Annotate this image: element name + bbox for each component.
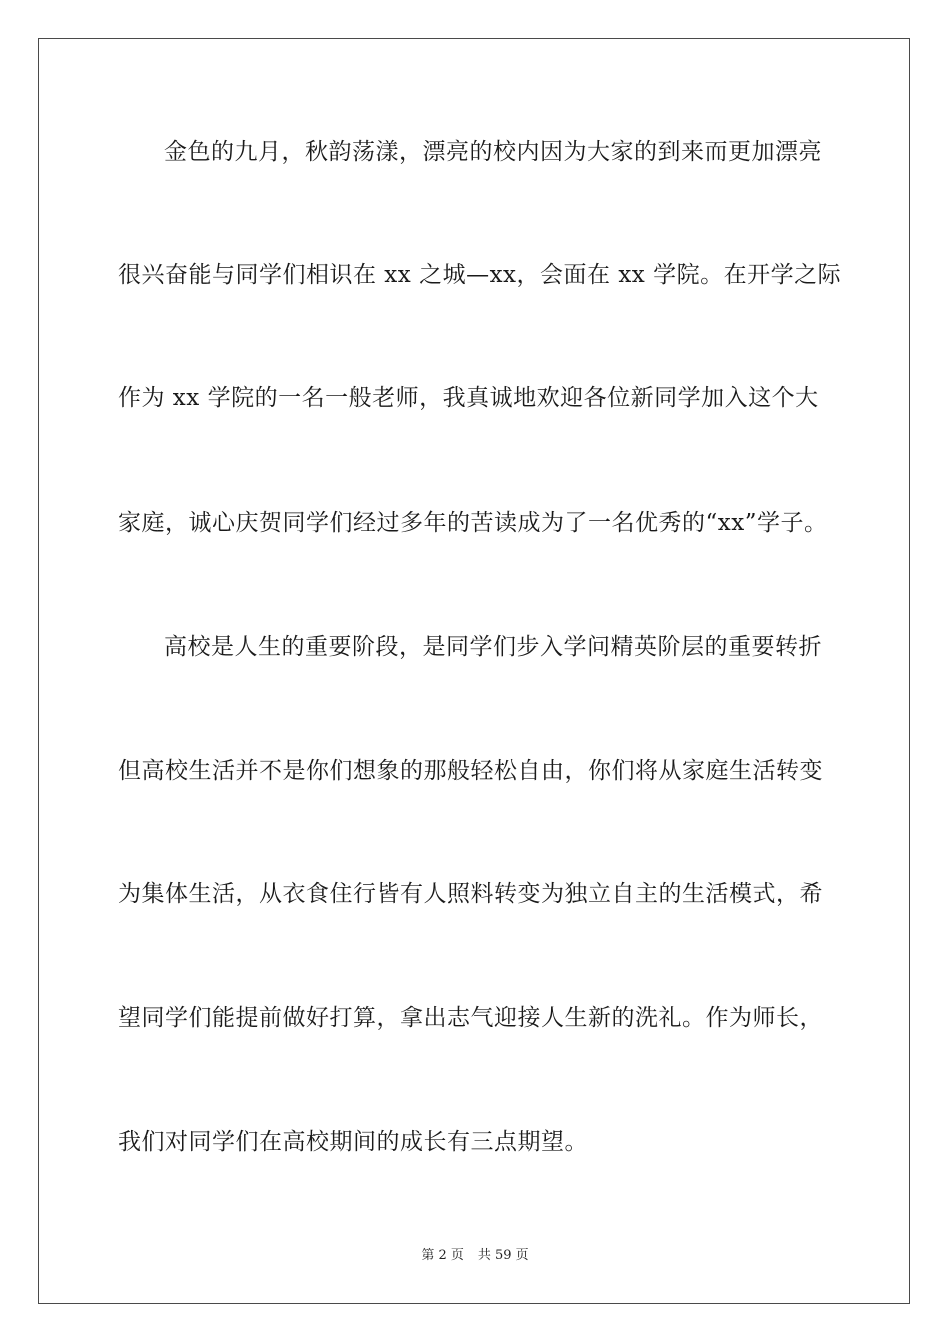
paragraph-2-line-3: 为集体生活，从衣食住行皆有人照料转变为独立自主的生活模式，希 bbox=[118, 881, 823, 907]
paragraph-2-line-2: 但高校生活并不是你们想象的那般轻松自由，你们将从家庭生活转变 bbox=[118, 758, 823, 784]
paragraph-2-line-1: 高校是人生的重要阶段，是同学们步入学问精英阶层的重要转折 bbox=[164, 634, 822, 660]
page-footer bbox=[0, 1244, 950, 1263]
paragraph-2-line-4: 望同学们能提前做好打算，拿出志气迎接人生新的洗礼。作为师长， bbox=[118, 1005, 823, 1031]
paragraph-1-line-2: 很兴奋能与同学们相识在 xx 之城—xx，会面在 xx 学院。在开学之际 bbox=[118, 262, 842, 288]
total-pages: 共 59 页 bbox=[477, 1248, 529, 1263]
page-border bbox=[38, 38, 910, 1304]
paragraph-1-line-1: 金色的九月，秋韵荡漾，漂亮的校内因为大家的到来而更加漂亮 bbox=[164, 139, 822, 165]
paragraph-2-line-5: 我们对同学们在高校期间的成长有三点期望。 bbox=[118, 1129, 588, 1155]
page-number: 第 2 页 bbox=[421, 1248, 464, 1263]
paragraph-1-line-4: 家庭，诚心庆贺同学们经过多年的苦读成为了一名优秀的“xx”学子。 bbox=[118, 510, 828, 536]
paragraph-1-line-3: 作为 xx 学院的一名一般老师，我真诚地欢迎各位新同学加入这个大 bbox=[118, 385, 819, 411]
